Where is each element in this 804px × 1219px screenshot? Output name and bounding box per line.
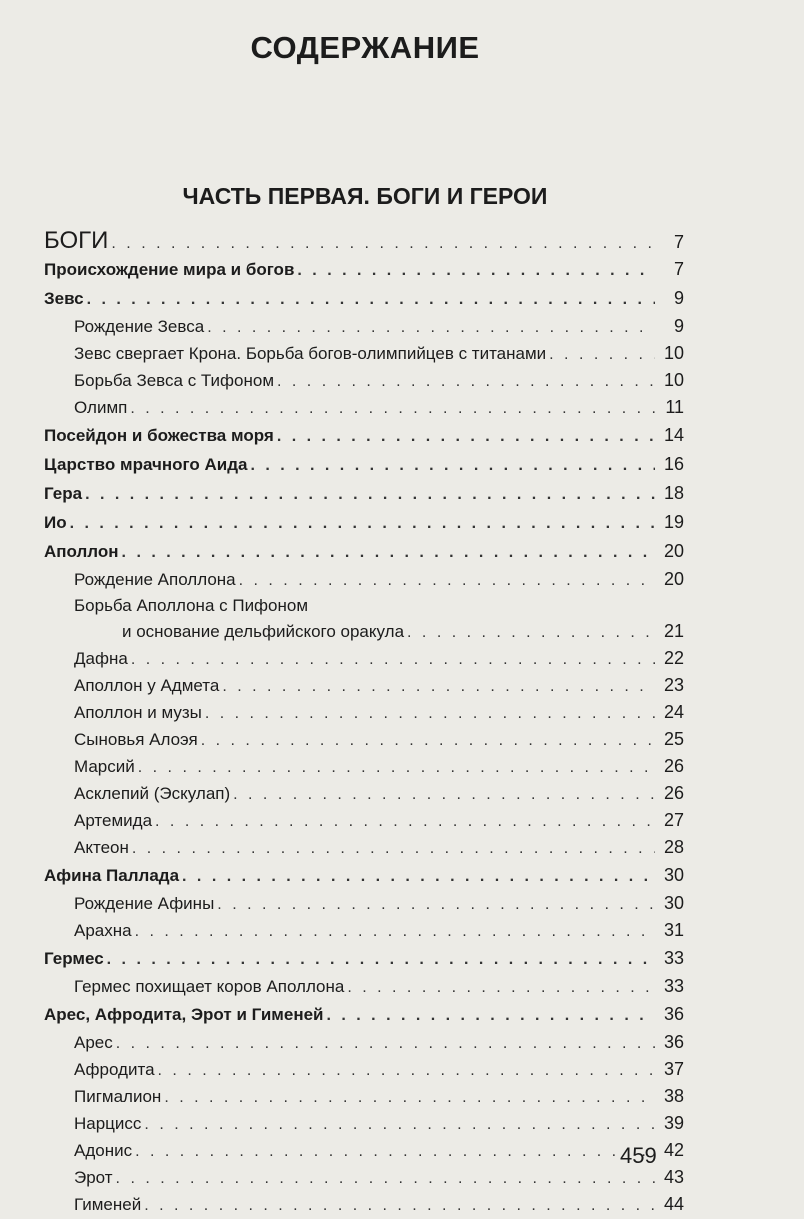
toc-entry-title: Адонис xyxy=(74,1141,133,1160)
toc-entry-page: 42 xyxy=(663,1140,684,1160)
toc-entry xyxy=(44,537,684,566)
toc-entry-page: 24 xyxy=(663,702,684,722)
toc-entry-page: 16 xyxy=(663,454,684,474)
toc-entry xyxy=(44,890,684,917)
toc-entry-title: Зевс xyxy=(44,289,84,308)
dot-leader xyxy=(144,1111,655,1138)
toc-entry-page: 36 xyxy=(663,1004,684,1024)
dot-leader xyxy=(239,567,655,594)
toc-entry-page: 23 xyxy=(663,675,684,695)
toc-entry-page: 7 xyxy=(673,232,684,252)
toc-entry-page: 10 xyxy=(663,370,684,390)
dot-leader xyxy=(135,918,655,945)
dot-leader xyxy=(277,368,655,395)
toc-entry-title-line: Борьба Аполлона с Пифоном xyxy=(74,596,309,615)
toc-entry xyxy=(44,1000,684,1029)
toc-entry-page: 30 xyxy=(663,865,684,885)
dot-leader xyxy=(182,862,655,891)
dot-leader xyxy=(217,891,655,918)
dot-leader xyxy=(87,285,655,314)
toc-entry-page: 33 xyxy=(663,948,684,968)
toc-entry xyxy=(44,726,684,753)
toc-entry xyxy=(44,618,684,645)
toc-entry xyxy=(44,255,684,284)
toc-entry-title: Гера xyxy=(44,484,83,503)
toc-entry xyxy=(44,226,684,255)
dot-leader xyxy=(155,808,655,835)
toc-entry-page: 9 xyxy=(673,316,684,336)
dot-leader xyxy=(107,945,655,974)
toc-entry-title: Олимп xyxy=(74,398,128,417)
toc-entry-title: Арес, Афродита, Эрот и Гименей xyxy=(44,1005,324,1024)
dot-leader xyxy=(233,781,655,808)
toc-entry xyxy=(44,753,684,780)
toc-entry xyxy=(44,1191,684,1218)
dot-leader xyxy=(122,538,655,567)
toc-entry xyxy=(44,807,684,834)
toc-entry-title: Арахна xyxy=(74,921,132,940)
dot-leader xyxy=(207,314,655,341)
toc-entry-page: 25 xyxy=(663,729,684,749)
dot-leader xyxy=(70,509,655,538)
toc-entry-title: Пигмалион xyxy=(74,1087,162,1106)
dot-leader xyxy=(205,700,655,727)
toc-entry-title: Эрот xyxy=(74,1168,113,1187)
toc-entry-page: 27 xyxy=(663,810,684,830)
dot-leader xyxy=(164,1084,655,1111)
toc-entry-title: Гермес xyxy=(44,949,104,968)
toc-entry-title: Царство мрачного Аида xyxy=(44,455,248,474)
toc-entry-title: Гермес похищает коров Аполлона xyxy=(74,977,345,996)
toc-entry xyxy=(44,672,684,699)
toc-entry-page: 22 xyxy=(663,648,684,668)
toc-entry xyxy=(44,944,684,973)
toc-entry-title: и основание дельфийского оракула xyxy=(122,622,405,641)
toc-entry-page: 19 xyxy=(663,512,684,532)
dot-leader xyxy=(144,1192,655,1219)
dot-leader xyxy=(222,673,655,700)
toc-entry-title: БОГИ xyxy=(44,227,109,254)
toc-entry-title: Рождение Афины xyxy=(74,894,215,913)
toc-entry-page: 39 xyxy=(663,1113,684,1133)
toc-entry-page: 20 xyxy=(663,541,684,561)
toc-entry xyxy=(44,780,684,807)
toc-entry xyxy=(44,340,684,367)
toc-entry-title: Марсий xyxy=(74,757,135,776)
part-title: ЧАСТЬ ПЕРВАЯ. БОГИ И ГЕРОИ xyxy=(182,183,548,209)
toc-entry-title: Афродита xyxy=(74,1060,155,1079)
toc-entry-page: 9 xyxy=(673,288,684,308)
toc-entry-title: Гименей xyxy=(74,1195,142,1214)
dot-leader xyxy=(549,341,655,368)
toc-entry xyxy=(44,394,684,421)
toc-entry xyxy=(44,421,684,450)
toc-entry xyxy=(44,645,684,672)
toc-entry xyxy=(44,1110,684,1137)
toc-entry xyxy=(44,450,684,479)
toc-entry-title: Борьба Зевса с Тифоном xyxy=(74,371,275,390)
toc-entry-title: Дафна xyxy=(74,649,128,668)
toc-entry xyxy=(44,1137,684,1164)
dot-leader xyxy=(111,229,655,258)
toc-entry-title: Нарцисс xyxy=(74,1114,142,1133)
toc-entry-page: 14 xyxy=(663,425,684,445)
toc-entry xyxy=(44,508,684,537)
toc-entry xyxy=(44,834,684,861)
dot-leader xyxy=(116,1030,655,1057)
toc-entry-page: 31 xyxy=(663,920,684,940)
toc-entry-page: 7 xyxy=(673,259,684,279)
toc-entry-title: Зевс свергает Крона. Борьба богов-олимпийцев с титанами xyxy=(74,344,547,363)
toc-entry-title: Арес xyxy=(74,1033,113,1052)
toc-entry-page: 28 xyxy=(663,837,684,857)
toc-entry xyxy=(44,917,684,944)
dot-leader xyxy=(347,974,655,1001)
toc-entry-page: 30 xyxy=(663,893,684,913)
dot-leader xyxy=(158,1057,655,1084)
toc-entry xyxy=(44,367,684,394)
toc-entry-page: 36 xyxy=(663,1032,684,1052)
toc-entry xyxy=(44,313,684,340)
dot-leader xyxy=(130,395,655,422)
toc-entry xyxy=(44,1029,684,1056)
toc-entry-title: Артемида xyxy=(74,811,153,830)
toc-entry-title: Аполлон и музы xyxy=(74,703,202,722)
toc-entry xyxy=(44,1164,684,1191)
toc-entry-title: Актеон xyxy=(74,838,129,857)
dot-leader xyxy=(116,1165,655,1192)
toc-entry-title: Асклепий (Эскулап) xyxy=(74,784,231,803)
toc-entry xyxy=(44,1056,684,1083)
page-number: 459 xyxy=(620,1143,657,1168)
toc-entry-page: 44 xyxy=(663,1194,684,1214)
dot-leader xyxy=(327,1001,656,1030)
toc-entry-title: Происхождение мира и богов xyxy=(44,260,295,279)
toc-entry-title: Ио xyxy=(44,513,67,532)
toc-entry-page: 26 xyxy=(663,756,684,776)
toc-entry-title: Рождение Аполлона xyxy=(74,570,236,589)
table-of-contents xyxy=(44,226,684,1218)
toc-entry xyxy=(44,699,684,726)
toc-entry xyxy=(44,973,684,1000)
toc-entry xyxy=(44,566,684,593)
toc-entry-page: 37 xyxy=(663,1059,684,1079)
toc-entry-title: Афина Паллада xyxy=(44,866,180,885)
toc-entry-title: Аполлон у Адмета xyxy=(74,676,220,695)
toc-entry-page: 18 xyxy=(663,483,684,503)
toc-entry-title: Рождение Зевса xyxy=(74,317,205,336)
toc-entry-page: 38 xyxy=(663,1086,684,1106)
dot-leader xyxy=(277,422,655,451)
toc-entry-title: Сыновья Алоэя xyxy=(74,730,198,749)
toc-entry-title: Посейдон и божества моря xyxy=(44,426,274,445)
dot-leader xyxy=(132,835,655,862)
toc-entry-page: 11 xyxy=(665,397,684,417)
dot-leader xyxy=(407,619,655,646)
toc-entry-page: 21 xyxy=(663,621,684,641)
dot-leader xyxy=(135,1138,655,1165)
dot-leader xyxy=(201,727,655,754)
toc-entry-page: 20 xyxy=(663,569,684,589)
page-title: СОДЕРЖАНИЕ xyxy=(250,30,480,65)
toc-entry xyxy=(44,861,684,890)
toc-entry xyxy=(44,284,684,313)
toc-entry-page: 43 xyxy=(663,1167,684,1187)
toc-entry-page: 10 xyxy=(663,343,684,363)
toc-entry-page: 33 xyxy=(663,976,684,996)
toc-entry-page: 26 xyxy=(663,783,684,803)
dot-leader xyxy=(85,480,655,509)
toc-entry xyxy=(44,1083,684,1110)
dot-leader xyxy=(297,256,655,285)
dot-leader xyxy=(131,646,655,673)
toc-entry-title: Аполлон xyxy=(44,542,119,561)
dot-leader xyxy=(138,754,655,781)
toc-entry xyxy=(44,479,684,508)
dot-leader xyxy=(250,451,655,480)
